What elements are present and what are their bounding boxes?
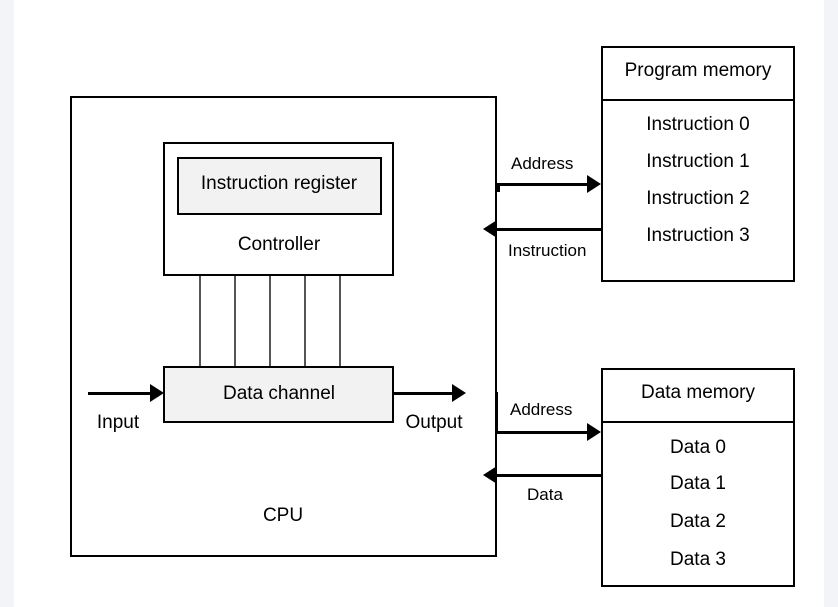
program-instruction-line [497,228,601,231]
program-memory-item: Instruction 0 [646,114,750,135]
input-label: Input [96,412,140,433]
data-data-line [497,474,601,477]
program-address-label: Address [511,154,574,173]
program-memory-divider [601,99,795,101]
data-data-arrowhead [483,466,497,484]
program-memory-title: Program memory [624,60,772,81]
program-address-line [497,183,587,186]
data-memory-item: Data 2 [670,511,726,532]
input-arrowhead [150,384,164,402]
data-address-stub [495,392,498,434]
data-address-label: Address [510,400,573,419]
controller-bus-line-2 [234,276,236,366]
output-arrowhead [452,384,466,402]
data-channel-label: Data channel [223,383,335,404]
data-memory-item: Data 3 [670,549,726,570]
page-edge-left [0,0,14,607]
program-address-arrowhead [587,175,601,193]
data-address-arrowhead [587,423,601,441]
input-line [88,392,150,395]
output-label: Output [405,412,463,433]
program-memory-item: Instruction 3 [646,225,750,246]
data-address-line [495,431,587,434]
program-memory-item: Instruction 2 [646,188,750,209]
controller-bus-line-3 [269,276,271,366]
controller-bus-line-5 [339,276,341,366]
instruction-register-label: Instruction register [200,173,358,194]
data-data-label: Data [527,485,563,504]
data-memory-title: Data memory [640,382,756,403]
program-instruction-label: Instruction [508,241,587,260]
program-memory-item: Instruction 1 [646,151,750,172]
data-memory-item: Data 1 [670,473,726,494]
page-edge-right [824,0,838,607]
controller-bus-line-4 [304,276,306,366]
cpu-label: CPU [262,505,304,526]
data-memory-item: Data 0 [670,437,726,458]
data-memory-divider [601,421,795,423]
controller-label: Controller [237,234,321,255]
output-line [394,392,452,395]
controller-bus-line-1 [199,276,201,366]
program-instruction-arrowhead [483,220,497,238]
